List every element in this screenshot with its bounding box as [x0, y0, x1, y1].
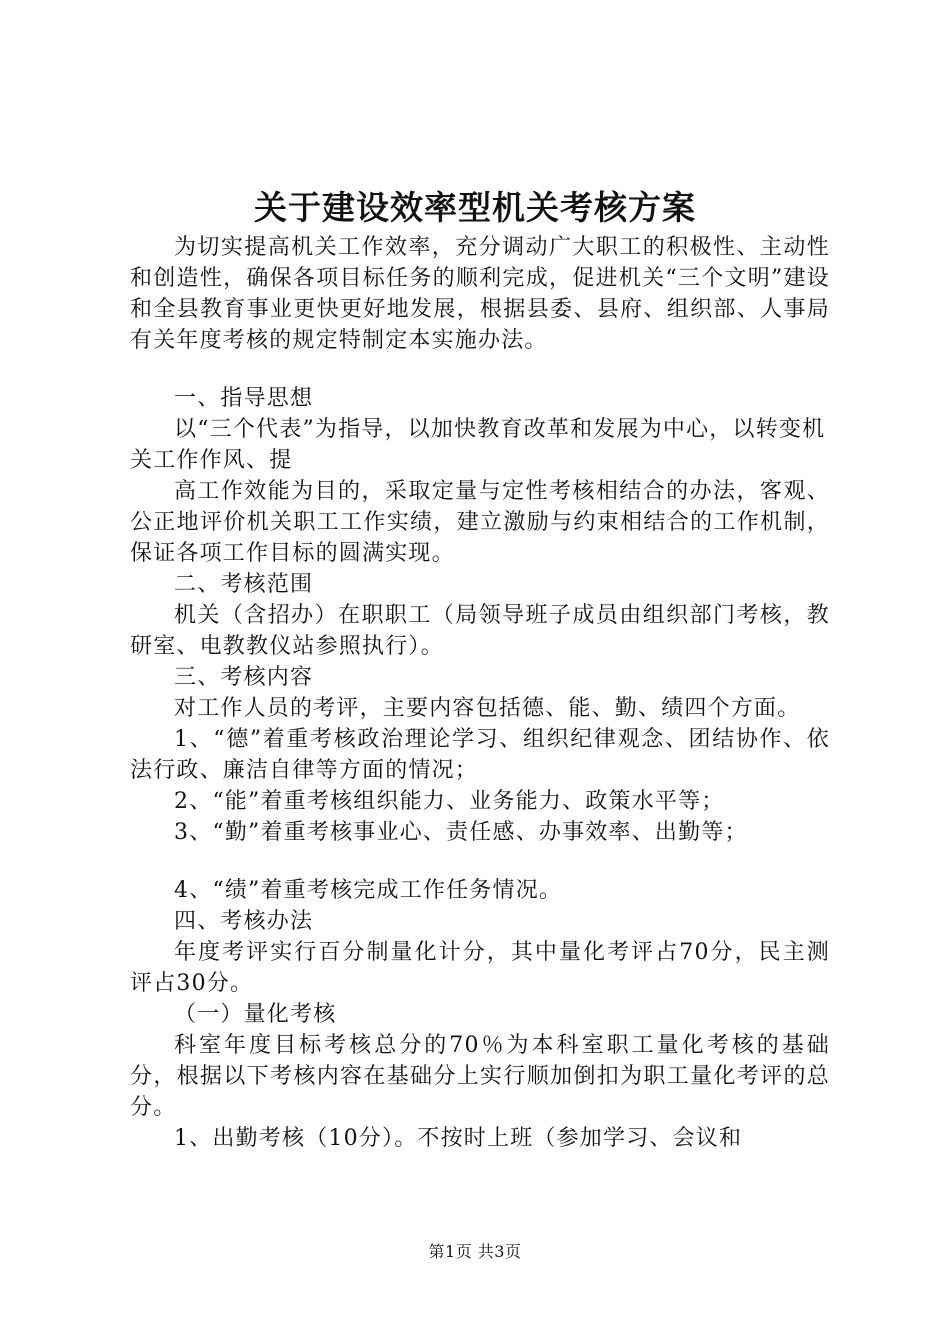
- paragraph-quantitative: 科室年度目标考核总分的70％为本科室职工量化考核的基础分，根据以下考核内容在基础分上实行顺加倒扣为职工量化考评的总分。: [130, 1033, 830, 1120]
- list-item-achievement: 4、“绩”着重考核完成工作任务情况。: [174, 878, 563, 903]
- list-item-morality: 1、“德”着重考核政治理论学习、组织纪律观念、团结协作、依法行政、廉洁自律等方面的情况；: [130, 727, 830, 783]
- list-item-attendance: 1、出勤考核（10分）。不按时上班（参加学习、会议和: [174, 1126, 743, 1151]
- section-heading-guiding-thought: 一、指导思想: [174, 386, 314, 411]
- paragraph-scope: 机关（含招办）在职职工（局领导班子成员由组织部门考核，教研室、电教教仪站参照执行）。: [130, 603, 830, 659]
- list-item-ability: 2、“能”着重考核组织能力、业务能力、政策水平等；: [174, 789, 725, 814]
- list-item-diligence: 3、“勤”着重考核事业心、责任感、办事效率、出勤等；: [174, 820, 748, 845]
- paragraph-guiding-thought-2: 高工作效能为目的，采取定量与定性考核相结合的办法，客观、公正地评价机关职工工作实绩，建立激励与约束相结合的工作机制，保证各项工作目标的圆满实现。: [130, 479, 830, 566]
- paragraph-guiding-thought-1: 以“三个代表”为指导，以加快教育改革和发展为中心，以转变机关工作作风、提: [130, 417, 826, 473]
- subsection-heading-quantitative: （一）量化考核: [174, 1002, 337, 1027]
- document-body: [130, 232, 830, 1154]
- section-heading-scope: 二、考核范围: [174, 572, 314, 597]
- document-title: 关于建设效率型机关考核方案: [254, 188, 696, 227]
- section-heading-method: 四、考核办法: [174, 909, 314, 934]
- section-heading-content: 三、考核内容: [174, 665, 314, 690]
- page-footer: 第1页 共3页: [428, 1242, 522, 1261]
- paragraph-method: 年度考评实行百分制量化计分，其中量化考评占70分，民主测评占30分。: [130, 940, 830, 996]
- paragraph-content: 对工作人员的考评，主要内容包括德、能、勤、绩四个方面。: [174, 696, 801, 721]
- intro-paragraph: 为切实提高机关工作效率，充分调动广大职工的积极性、主动性和创造性，确保各项目标任务的顺利完成，促进机关“三个文明”建设和全县教育事业更快更好地发展，根据县委、县府、组织部、人事局有关年度考核的规定特制定本实施办法。: [130, 235, 830, 353]
